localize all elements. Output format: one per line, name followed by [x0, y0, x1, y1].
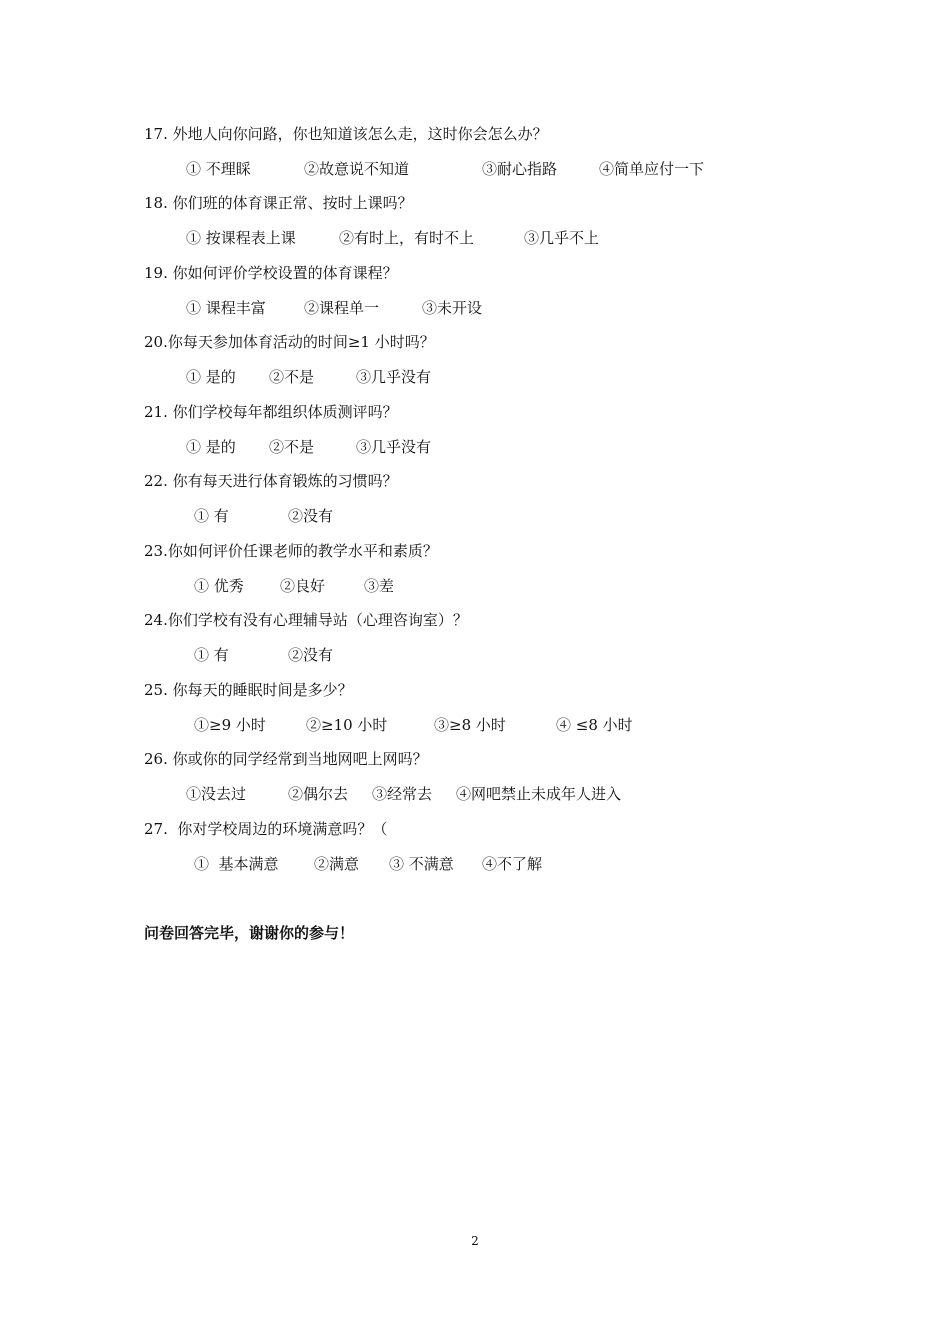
option: ① 优秀: [194, 577, 244, 595]
question-27: 27. 你对学校周边的环境满意吗？（: [144, 820, 388, 838]
options-17: [144, 159, 844, 181]
option: ① 按课程表上课: [186, 229, 296, 247]
option: ②不是: [269, 438, 315, 456]
option: ②课程单一: [304, 299, 380, 317]
option: ④简单应付一下: [599, 160, 705, 178]
option: ②≥10 小时: [306, 716, 388, 734]
closing-message: 问卷回答完毕，谢谢你的参与！: [144, 924, 355, 942]
option: ③差: [364, 577, 395, 595]
question-24: 24.你们学校有没有心理辅导站（心理咨询室）？: [144, 611, 468, 629]
question-25: 25. 你每天的睡眠时间是多少？: [144, 681, 353, 699]
option: ① 是的: [186, 438, 236, 456]
option: ③经常去: [372, 785, 433, 803]
option: ① 有: [194, 507, 229, 525]
options-19: [144, 298, 844, 320]
options-23: [144, 576, 844, 598]
option: ④网吧禁止未成年人进入: [456, 785, 622, 803]
question-17: 17. 外地人向你问路，你也知道该怎么走，这时你会怎么办？: [144, 125, 548, 143]
options-25: [144, 715, 844, 737]
question-18: 18. 你们班的体育课正常、按时上课吗？: [144, 194, 413, 212]
options-24: [144, 645, 844, 667]
options-27: [144, 854, 844, 876]
options-18: [144, 228, 844, 250]
options-21: [144, 437, 844, 459]
option: ③几乎没有: [356, 368, 432, 386]
option: ④不了解: [482, 855, 543, 873]
options-20: [144, 367, 844, 389]
question-20: 20.你每天参加体育活动的时间≥1 小时吗？: [144, 333, 435, 351]
question-23: 23.你如何评价任课老师的教学水平和素质？: [144, 542, 438, 560]
option: ③ 不满意: [389, 855, 454, 873]
option: ① 不理睬: [186, 160, 251, 178]
question-22: 22. 你有每天进行体育锻炼的习惯吗？: [144, 472, 398, 490]
option: ④ ≤8 小时: [556, 716, 633, 734]
option: ③≥8 小时: [434, 716, 506, 734]
option: ③未开设: [422, 299, 483, 317]
question-26: 26. 你或你的同学经常到当地网吧上网吗？: [144, 750, 428, 768]
page-number: 2: [471, 1234, 479, 1248]
option: ②偶尔去: [288, 785, 349, 803]
options-22: [144, 506, 844, 528]
option: ①≥9 小时: [194, 716, 266, 734]
option: ③几乎没有: [356, 438, 432, 456]
option: ①没去过: [186, 785, 247, 803]
option: ②没有: [288, 507, 334, 525]
option: ②故意说不知道: [304, 160, 410, 178]
question-19: 19. 你如何评价学校设置的体育课程？: [144, 264, 398, 282]
option: ②有时上，有时不上: [339, 229, 475, 247]
option: ②良好: [280, 577, 326, 595]
option: ②满意: [314, 855, 360, 873]
option: ③耐心指路: [482, 160, 558, 178]
option: ① 基本满意: [194, 855, 279, 873]
option: ① 课程丰富: [186, 299, 266, 317]
option: ① 是的: [186, 368, 236, 386]
options-26: [144, 784, 844, 806]
option: ① 有: [194, 646, 229, 664]
question-21: 21. 你们学校每年都组织体质测评吗？: [144, 403, 398, 421]
option: ③几乎不上: [524, 229, 600, 247]
option: ②不是: [269, 368, 315, 386]
option: ②没有: [288, 646, 334, 664]
